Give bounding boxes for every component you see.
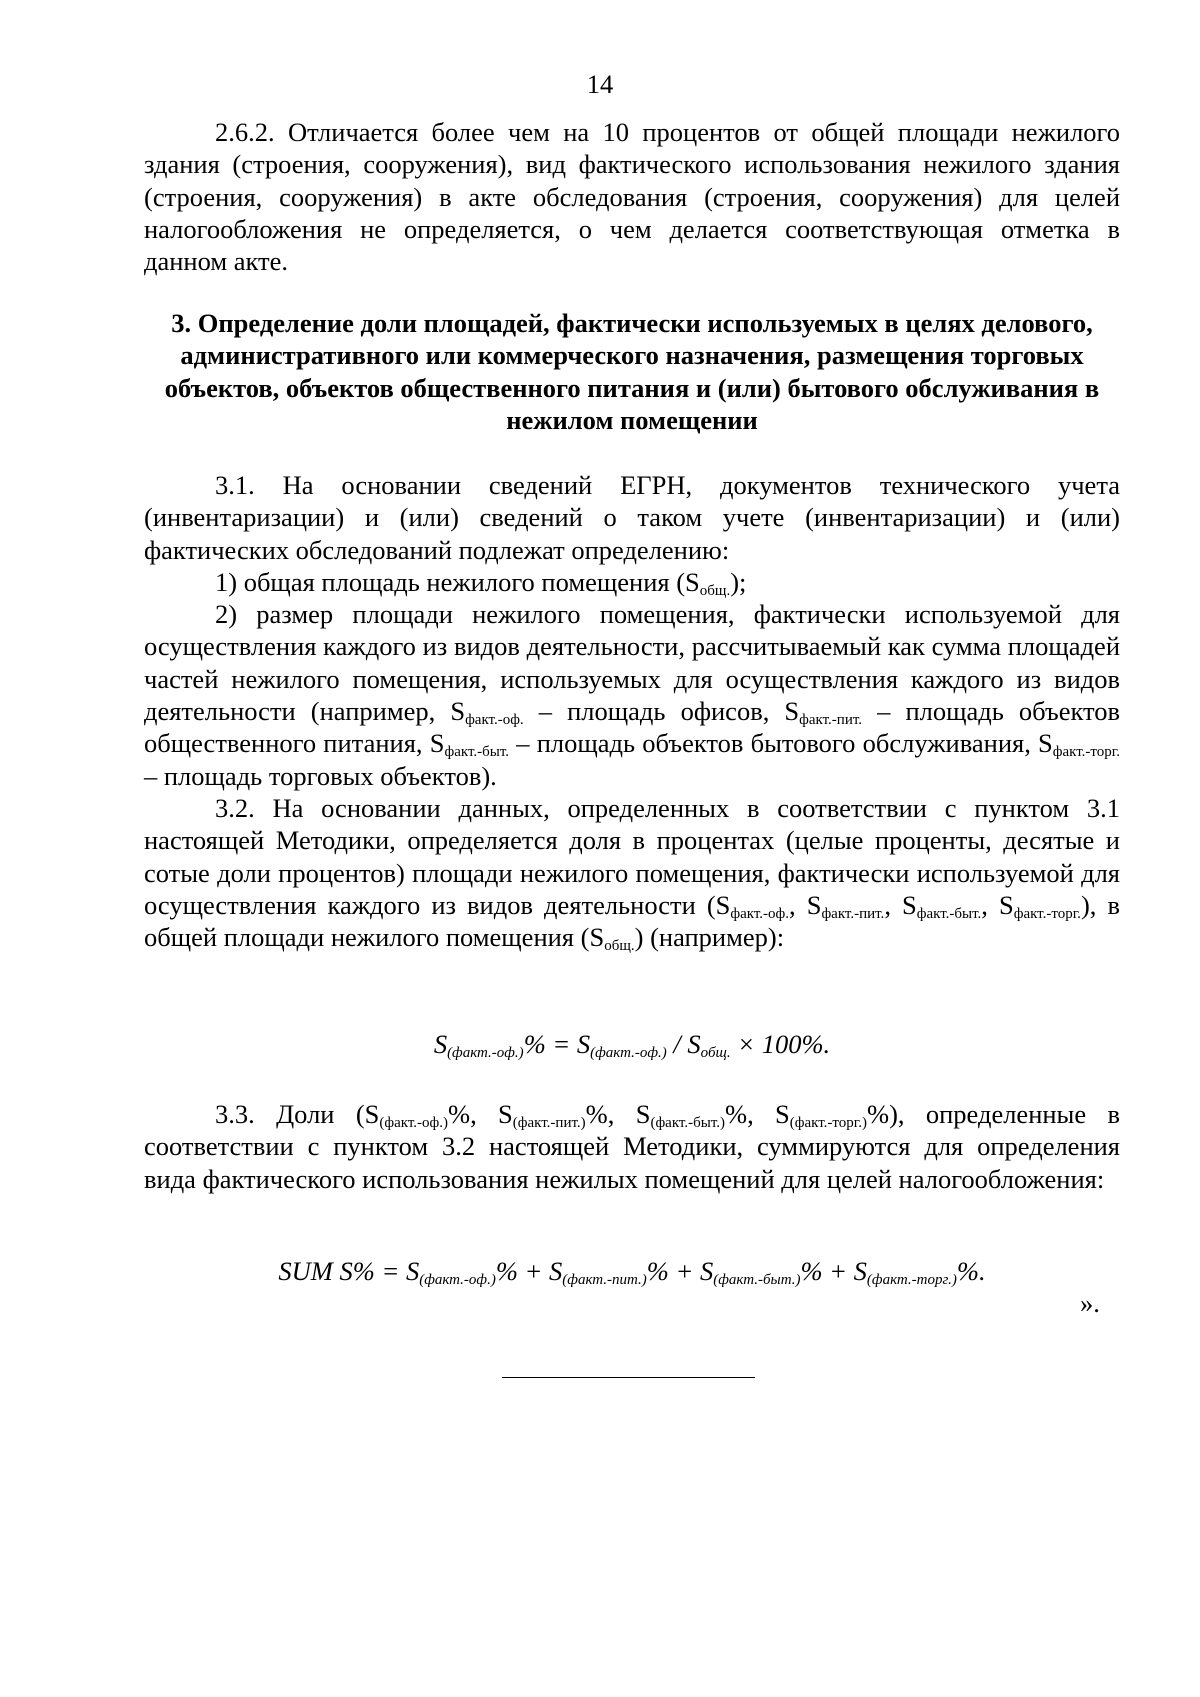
subscript: (факт.-быт.) [650, 1115, 725, 1131]
subscript: (факт.-оф.) [379, 1115, 448, 1131]
subscript: факт.-пит. [821, 905, 885, 922]
formula-2-block [144, 1255, 1120, 1287]
paragraph-3-2-text: , S [789, 889, 822, 920]
subscript: факт.-торг. [1013, 905, 1081, 922]
formula-term: % + S [800, 1256, 867, 1286]
list-item-2 [144, 598, 1120, 792]
subscript: (факт.-торг.) [866, 1272, 957, 1288]
paragraph-3-3-text: %, S [448, 1099, 513, 1129]
formula-term: × 100%. [730, 1029, 831, 1059]
formula-term: % + S [495, 1256, 563, 1286]
paragraph-3-2-text: ) (например): [634, 922, 785, 953]
paragraph-3-2-text: ), в общей площади нежилого помещения (S [144, 889, 1120, 953]
paragraph-3-3-text: %), определенные в соответствии с пунктом 3.2 настоящей Методики, суммируются для определения вида фактического использования нежилых помещений для целей налогообложения: [144, 1099, 1120, 1194]
formula-term: % = S [523, 1029, 591, 1059]
section-3-body [144, 469, 1120, 953]
list-item-1-text-end: ); [730, 566, 747, 597]
section-3-heading: 3. Определение доли площадей, фактически используемых в целях делового, административного или коммерческого назначения, размещения торговых объектов, объектов общественного питания и (или) бытового обслуживания в нежилом помещении [164, 308, 1100, 435]
formula-term: / S [666, 1029, 701, 1059]
page-number: 14 [586, 69, 614, 99]
list-item-2-text: – площадь объектов общественного питания, S [144, 696, 1120, 759]
subscript: общ. [699, 582, 731, 599]
subscript: (факт.-быт.) [713, 1272, 801, 1288]
list-item-2-text: – площадь объектов бытового обслуживания, S [509, 728, 1053, 759]
subscript: факт.-быт. [444, 744, 510, 761]
subscript: (факт.-оф.) [419, 1272, 496, 1288]
paragraph-3-2-text: , S [981, 889, 1014, 920]
paragraph-2-6-2-block [144, 116, 1120, 277]
list-item-1-text: 1) общая площадь нежилого помещения (S [215, 566, 700, 597]
formula-term: SUM S% = S [278, 1256, 420, 1286]
formula-share [144, 1028, 1120, 1060]
subscript: общ. [700, 1045, 731, 1061]
subscript: (факт.-оф.) [590, 1045, 667, 1061]
subscript: факт.-быт. [916, 905, 982, 922]
subscript: факт.-оф. [465, 712, 524, 729]
paragraph-3-3-block [144, 1098, 1120, 1195]
list-item-2-text: 2) размер площади нежилого помещения, фактически используемой для осуществления каждого из видов деятельности, рассчитываемый как сумма площадей частей нежилого помещения, используемых для осуществления каждого из видов деятельности (например, S [144, 599, 1120, 727]
paragraph-3-2-text: 3.2. На основании данных, определенных в соответствии с пунктом 3.1 настоящей Методики, определяется доля в процентах (целые проценты, десятые и сотые доли процентов) площади нежилого помещения, фактически используемой для осуществления каждого из видов деятельности (S [144, 792, 1120, 920]
formula-term: %. [956, 1256, 986, 1286]
paragraph-3-3 [144, 1098, 1120, 1195]
list-item-1 [144, 566, 1120, 598]
formula-term: % + S [646, 1256, 714, 1286]
formula-sum [144, 1255, 1120, 1287]
closing-quote-mark: ». [1080, 1288, 1100, 1318]
subscript: общ. [604, 938, 635, 955]
paragraph-3-2-text: , S [884, 889, 917, 920]
subscript: (факт.-пит.) [562, 1272, 647, 1288]
subscript: факт.-пит. [799, 712, 863, 729]
subscript: факт.-оф. [730, 905, 789, 922]
paragraph-3-2 [144, 792, 1120, 953]
list-item-2-text: – площадь торговых объектов). [144, 760, 497, 791]
paragraph-3-3-text: %, S [585, 1099, 651, 1129]
subscript: (факт.-торг.) [789, 1115, 867, 1131]
subscript: (факт.-пит.) [512, 1115, 586, 1131]
subscript: (факт.-оф.) [447, 1045, 524, 1061]
paragraph-3-3-text: 3.3. Доли (S [215, 1099, 380, 1129]
end-divider-line [502, 1377, 755, 1378]
formula-term: S [433, 1029, 448, 1059]
subscript: факт.-торг. [1052, 744, 1120, 761]
list-item-2-text: – площадь офисов, S [523, 696, 800, 727]
paragraph-2-6-2: 2.6.2. Отличается более чем на 10 процентов от общей площади нежилого здания (строения, сооружения), вид фактического использования нежилого здания (строения, сооружения) в акте обследования (строения, сооружения) для целей налогообложения не определяется, о чем делается соответствующая отметка в данном акте. [144, 117, 1120, 277]
paragraph-3-3-text: %, S [725, 1099, 790, 1129]
formula-1-block [144, 1028, 1120, 1060]
paragraph-3-1: 3.1. На основании сведений ЕГРН, документов технического учета (инвентаризации) и (или) сведений о таком учете (инвентаризации) и (или) фактических обследований подлежат определению: [144, 470, 1120, 565]
